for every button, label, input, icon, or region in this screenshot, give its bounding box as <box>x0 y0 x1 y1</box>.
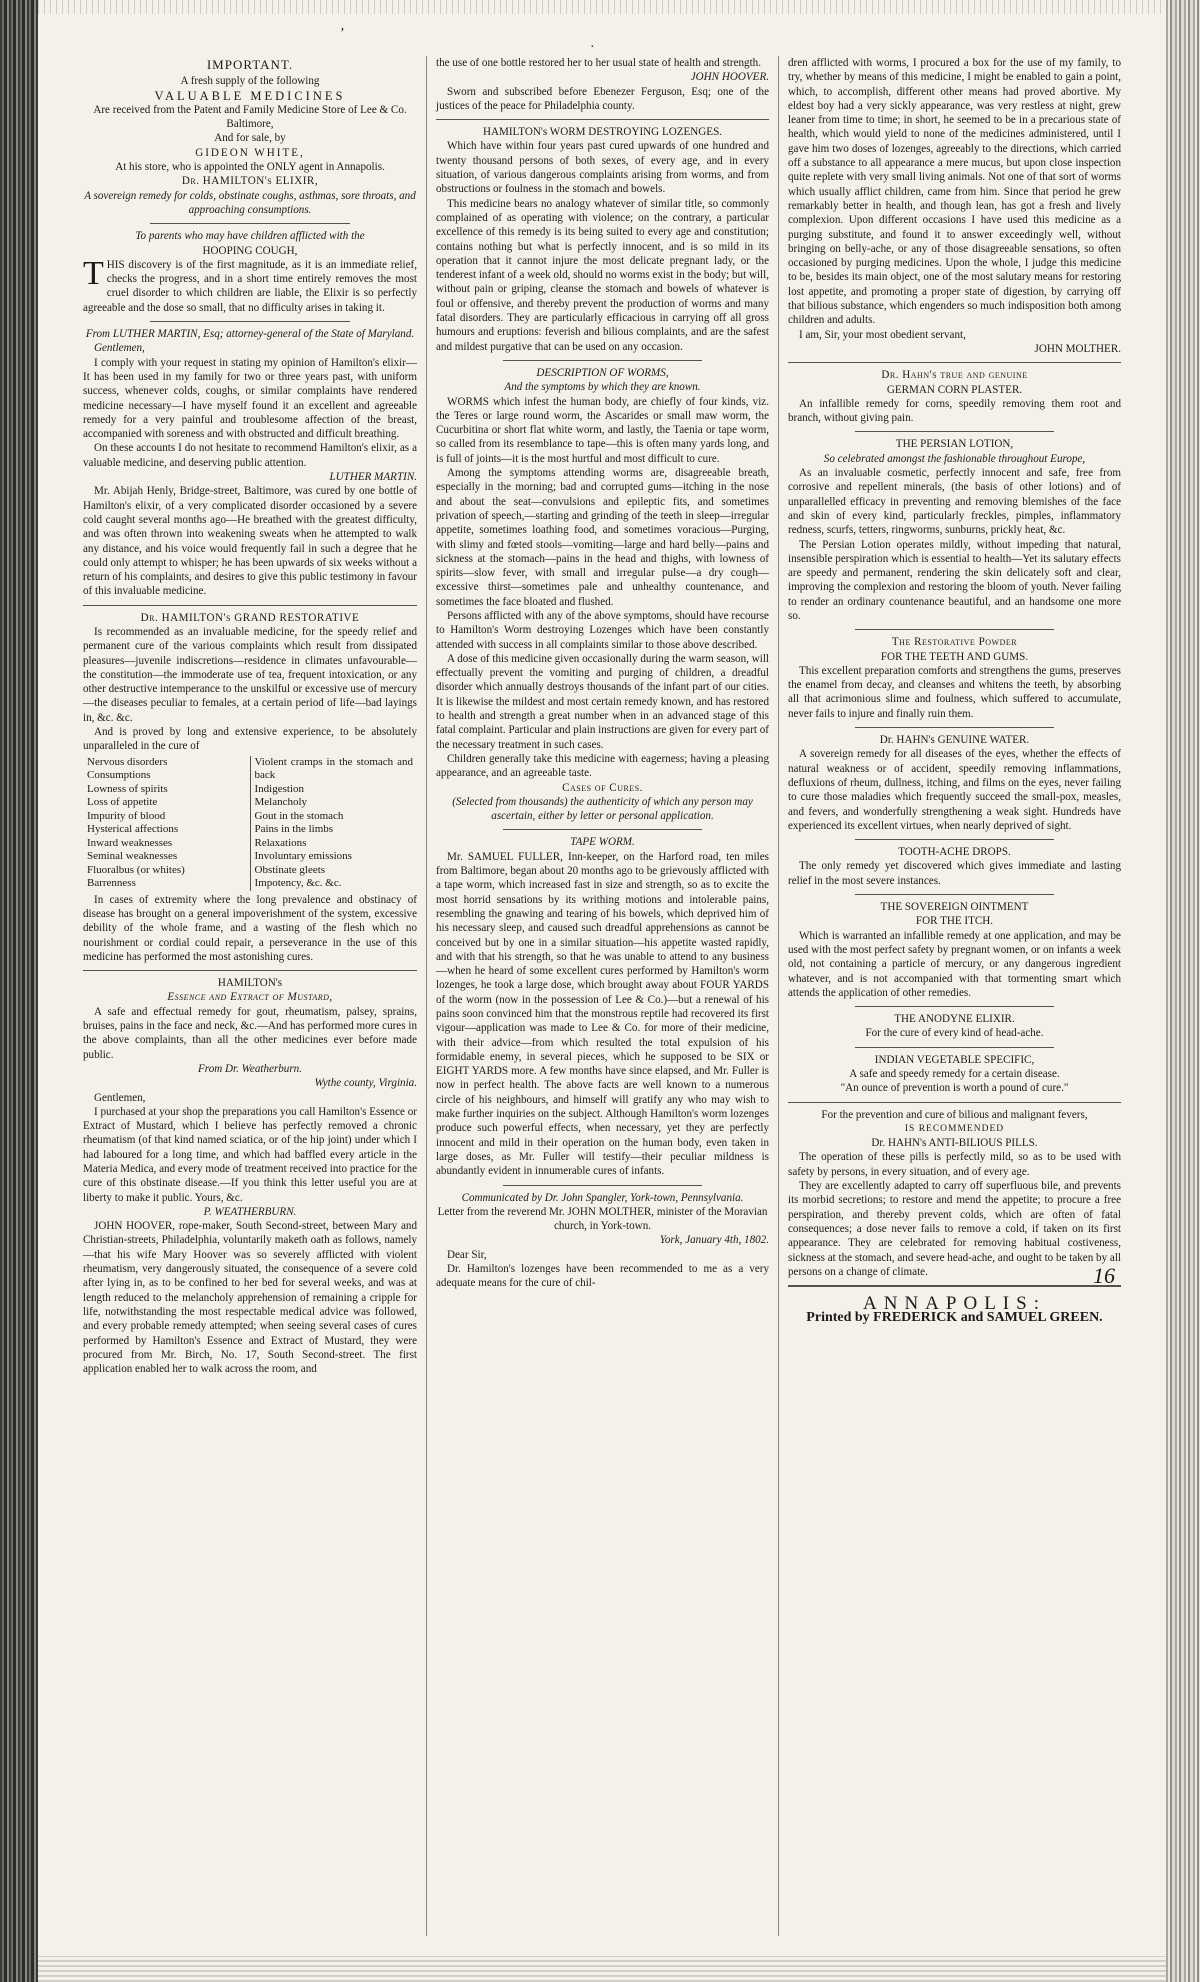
ad-header: VALUABLE MEDICINES <box>154 88 346 103</box>
list-item: Relaxations <box>254 836 307 849</box>
hooping-text <box>83 254 417 315</box>
divider <box>855 894 1055 895</box>
ad-sale: And for sale, by <box>214 132 286 145</box>
ink-mark: ʼ <box>340 26 345 41</box>
powder-title: The Restorative Powder <box>891 636 1018 649</box>
list-item: Fluoralbus (or whites) <box>87 863 185 876</box>
page-right-edge <box>1166 0 1200 1982</box>
ointment-title-2: FOR THE ITCH. <box>915 915 994 928</box>
list-item: Lowness of spirits <box>87 782 168 795</box>
list-item: Nervous disorders <box>87 755 168 768</box>
martin-letter-2: On these accounts I do not hesitate to recommend Hamilton's elixir, as a valuable medicine, and deserving public attention. <box>83 442 417 469</box>
grand-title: Dr. HAMILTON's GRAND RESTORATIVE <box>140 611 360 624</box>
indian-title: INDIAN VEGETABLE SPECIFIC, <box>874 1053 1035 1066</box>
divider <box>788 1285 1121 1287</box>
column-3 <box>778 56 1130 1936</box>
hoover-text: JOHN HOOVER, rope-maker, South Second-street, between Mary and Christian-streets, Philadelphia, voluntarily maketh oath as follows, namely—that his wife Mary Hoover was so severely afflicted with violent rheumatism, very dangerously situated, the consequence of a severe cold after lying in, as to be confined to her bed for several weeks, and was at length reduced to the melancholy apprehension of remaining a cripple for life, notwithstanding the most respectable medical advice was followed, and every probable remedy attempted; when seeing several cases of cures performed by Hamilton's Essence and Extract of Mustard, they were procured from Mr. Birch, No. 17, South Second-street. The first application enabled her to walk across the room, and <box>83 1220 417 1376</box>
pills-text: The operation of these pills is perfectly mild, so as to be used with safety by persons, in every situation, and of every age. <box>788 1151 1121 1178</box>
desc-text-3: Persons afflicted with any of the above symptoms, should have recourse to Hamilton's Worm destroying Lozenges which have been constantly attended with success in all complaints similar to those above described. <box>436 609 769 651</box>
list-item: Impurity of blood <box>87 809 166 822</box>
hoover-signature: JOHN HOOVER. <box>690 71 769 84</box>
desc-text: WORMS which infest the human body, are chiefly of four kinds, viz. the Teres or large round worm, the Ascarides or small maw worm, the Cucurbitina or short flat white worm, and lastly, the Taenia or tape worm, so called from its resemblance to tape—this is often many yards long, and is full of joints—it is the most hurtful and most difficult to cure. <box>436 395 769 465</box>
pills-intro: For the prevention and cure of bilious and malignant fevers, <box>821 1108 1088 1121</box>
divider <box>788 362 1121 363</box>
tape-text: Mr. SAMUEL FULLER, Inn-keeper, on the Harford road, ten miles from Baltimore, began about 20 months ago to be grievously afflicted with a tape worm, which increased fast in size and strength, so as to excite the most horrid sensations by its writhing motions and intolerable pains, resembling the gnawing and tearing of his bowels, which deprived him of his necessary sleep, and caused such dreadful apprehensions as cannot be conceived but by one in a similar situation—his appetite wasted rapidly, and with that his strength, so that he was unable to attend to any business—when he heard of some excellent cures performed by Hamilton's worm lozenges, he took a large dose, which brought away about FOUR YARDS of the worm (now in the possession of Lee & Co.)—but a renewal of his pains soon convinced him that the monstrous reptile had recovered its first vigour—application was made to Lee & Co. for more of their medicine, with their advice—from which resulted the total expulsion of his formidable enemy, in several pieces, which he supposed to be SIX or EIGHT YARDS more. A few months have since elapsed, and Mr. Fuller is now in perfect health. The above facts are well known to a numerous circle of his neighbours, and himself will gratify any who may wish to make further inquiries on the subject. Although Hamilton's worm lozenges produce such powerful effects, when necessary, yet they are perfectly innocent and mild in their operation on the human body, even taken in large doses, as Mr. Fuller will testify—their peculiar mildness is abundantly evident in innumerable cures of infants. <box>436 850 769 1178</box>
lotion-title: THE PERSIAN LOTION, <box>895 438 1014 451</box>
list-item: Barrenness <box>87 877 136 890</box>
indian-text: A safe and speedy remedy for a certain disease. <box>849 1068 1060 1080</box>
list-item: Violent cramps in the stomach and back <box>254 755 413 782</box>
imprint-town: ANNAPOLIS: <box>863 1293 1046 1315</box>
martin-heading: From LUTHER MARTIN, Esq; attorney-general of the State of Maryland. <box>85 328 415 341</box>
corn-title-2: GERMAN CORN PLASTER. <box>886 383 1023 396</box>
list-item: Hysterical affections <box>87 823 179 836</box>
list-item: Obstinate gleets <box>254 863 326 876</box>
hoover-continued: the use of one bottle restored her to her usual state of health and strength. <box>436 57 762 69</box>
elixir-subtitle: A sovereign remedy for colds, obstinate coughs, asthmas, sore throats, and approaching consumptions. <box>84 189 416 216</box>
grand-text: Is recommended as an invaluable medicine, for the speedy relief and permanent cure of the various complaints which result from dissipated pleasures—juvenile indiscretions—residence in climates unfavourable—the constitution—the immoderate use of tea, frequent intoxication, or any other destructive intemperance to the unskilful or excessive use of mercury—the diseases peculiar to females, at a certain period of life—bad layings in, &c. &c. <box>83 625 417 724</box>
pills-title: Dr. HAHN's ANTI-BILIOUS PILLS. <box>871 1137 1038 1150</box>
weather-signature: P. WEATHERBURN. <box>203 1205 297 1218</box>
divider <box>436 119 769 120</box>
divider <box>83 970 417 971</box>
desc-text-4: A dose of this medicine given occasionally during the warm season, will effectually prevent the vomiting and purging of children, a dreadful disorder which annually destroys thousands of the infant part of our cities. It is likewise the mildest and most certain remedy known, and has restored to health and strength a great number when in an advanced stage of this fatal complaint. Particular and plain instructions are given for every part of the necessary treatment in such cases. <box>436 652 769 751</box>
desc-subtitle: And the symptoms by which they are known. <box>504 381 701 394</box>
ointment-text: Which is warranted an infallible remedy at one application, and may be used with the most perfect safety by pregnant women, or on infants a week old, not containing a particle of mercury, or any dangerous ingredient whatever, and is not accompanied with that tormenting smart which attends the application of other remedies. <box>788 929 1121 999</box>
letter-date: York, January 4th, 1802. <box>659 1234 769 1247</box>
sworn-text: Sworn and subscribed before Ebenezer Ferguson, Esq; one of the justices of the peace for Philadelphia county. <box>436 85 769 112</box>
letter-from: Letter from the reverend Mr. JOHN MOLTHER, minister of the Moravian church, in York-town. <box>437 1205 768 1233</box>
list-item: Impotency, &c. &c. <box>254 877 342 890</box>
hooping-title: HOOPING COUGH, <box>202 244 298 257</box>
divider <box>503 360 703 361</box>
martin-letter: I comply with your request in stating my opinion of Hamilton's elixir—It has been used in my family for two or three years past, with uniform success, whenever colds, coughs, or similar complaints have rendered medicine necessary—I have myself found it an excellent and agreeable remedy for a very painful and troublesome affection of the breast, accompanied with soreness and with obstructed and difficult breathing. <box>83 356 417 441</box>
list-item: Loss of appetite <box>87 796 158 809</box>
ink-mark: · <box>590 40 595 55</box>
drop-cap: T <box>83 254 104 292</box>
cases-title: Cases of Cures. <box>562 781 643 794</box>
page-number: 16 <box>1093 1262 1115 1288</box>
anodyne-title: THE ANODYNE ELIXIR. <box>894 1013 1015 1026</box>
corn-title: Dr. Hahn's true and genuine <box>881 369 1028 382</box>
parents-line: To parents who may have children afflicted with the <box>135 230 365 243</box>
ad-subtitle: A fresh supply of the following <box>180 75 320 88</box>
lotion-text: As an invaluable cosmetic, perfectly innocent and safe, free from corrosive and repellent minerals, (the basis of other lotions) and of unparallelled efficacy in preventing and removing blemishes of the face and skin of every kind, particularly freckles, pimples, inflammatory redness, scurfs, tetters, ringworms, sunburns, prickly heat, &c. <box>788 467 1121 537</box>
desc-title: DESCRIPTION OF WORMS, <box>536 366 669 379</box>
divider <box>855 431 1055 432</box>
newspaper-page <box>74 56 1144 1936</box>
cases-subtitle: (Selected from thousands) the authenticity of which any person may ascertain, either by letter or personal application. <box>452 795 753 823</box>
lotion-text-2: The Persian Lotion operates mildly, without impeding that natural, insensible perspiration which is essential to health—Yet its salutary effects are speedy and permanent, rendering the skin delicately soft and clear, improving the complexion and restoring the bloom of youth. Never failing to render an ordinary countenance beautiful, and an handsome one more so. <box>788 538 1121 622</box>
weather-heading: From Dr. Weatherburn. <box>198 1062 302 1075</box>
imprint-printer: Printed by FREDERICK and SAMUEL GREEN. <box>806 1310 1103 1326</box>
grand-text-2: And is proved by long and extensive experience, to be absolutely unparalleled in the cure of <box>83 726 417 753</box>
ailments-left <box>83 756 250 891</box>
tooth-text: The only remedy yet discovered which gives immediate and lasting relief in the most severe instances. <box>788 860 1121 887</box>
letter-continued: dren afflicted with worms, I procured a box for the use of my family, to try, whether by means of this medicine, I might be enabled to gain a point, which, to accomplish, different other means had proved abortive. My eldest boy had a very sickly appearance, was very restless at night, grew leaner from time to time; in short, he seemed to be in a precarious state of health, which would yield to none of the medicines administered, until I gave him two doses of lozenges, agreeably to the directions, which carried off a substance to all appearance a mere mucus, but upon close inspection quite replete with very small living animals. Not one of that sort of worms which usually afflict children, came from him. Since that period he grew remarkably better in health, and though lean, has got a fresh and lively complexion. Upon different occasions I have used this medicine as a purging substitute, and found it to answer exceedingly well, without bringing on belly-ache, or any of those disagreeable sensations, so often occasioned by purging medicines. Upon the whole, I judge this medicine to be, besides its main object, one of the most salutary means for restoring lost appetite, and promoting a proper state of digestion, by carrying off that bilious substance, which engenders so much indisposition both among children and adults. <box>788 57 1121 327</box>
ointment-title: THE SOVEREIGN OINTMENT <box>880 901 1029 914</box>
list-item: Melancholy <box>254 796 308 809</box>
lozenge-text-2: This medicine bears no analogy whatever of similar title, so commonly complained of as operating with violence; on the contrary, a particular excellence of this remedy is its being suited to every age and constitution; contains nothing but what is perfectly innocent, and is so mild in its operation that it cannot injure the most delicate pregnant lady, or the tenderest infant of a week old, should no worms exist in the body; but will, without pain or griping, cleanse the stomach and bowels of whatever is foul or offensive, and thereby prevent the production of worms and many fatal disorders. They are particularly efficacious in carrying off all gross humours and eruptions: feverish and bilious complaints, and are the safest and mildest purgative that can be used on any occasion. <box>436 197 769 353</box>
list-item: Seminal weaknesses <box>87 850 178 863</box>
page-top-edge <box>38 0 1166 14</box>
weather-letter: I purchased at your shop the preparations you call Hamilton's Essence or Extract of Mustard, which I believe has perfectly removed a chronic rheumatism (of that kind named sciatica, or of the hip joint) under which I had laboured for a long time, and which had baffled every article in the Materia Medica, and every mode of treatment received into practice for the cure of this obstinate disease.—If you think this letter useful you are at liberty to make it public. Yours, &c. <box>83 1105 417 1204</box>
water-title: Dr. HAHN's GENUINE WATER. <box>879 734 1030 747</box>
water-text: A sovereign remedy for all diseases of the eyes, whether the effects of natural weakness or of accident, speedily removing inflammations, defluxions of rheum, dullness, itching, and films on the eyes, never failing to cure those maladies which frequently succeed the small-pox, measles, and fevers, and wonderfully strengthening a weak sight. Hundreds have experienced its excellent virtues, when nearly deprived of sight. <box>788 748 1121 832</box>
divider <box>503 829 703 830</box>
list-item: Pains in the limbs <box>254 823 334 836</box>
mustard-title: HAMILTON's <box>217 977 283 990</box>
tape-title: TAPE WORM. <box>570 836 635 849</box>
ad-store: At his store, who is appointed the ONLY agent in Annapolis. <box>115 161 385 174</box>
powder-title-2: FOR THE TEETH AND GUMS. <box>880 650 1029 663</box>
hooping-body: HIS discovery is of the first magnitude, as it is an immediate relief, checks the progress, and in a short time entirely removes the most cruel disorder to which children are liable, the Elixir is so perfectly agreeable and the dose so small, that no difficulty arises in taking it. <box>83 258 417 314</box>
anodyne-text: For the cure of every kind of head-ache. <box>865 1027 1044 1040</box>
closing: I am, Sir, your most obedient servant, <box>799 328 966 341</box>
lotion-subtitle: So celebrated amongst the fashionable throughout Europe, <box>823 452 1086 465</box>
ad-title: IMPORTANT. <box>206 57 294 72</box>
divider <box>855 727 1055 728</box>
indian-text-2: "An ounce of prevention is worth a pound of cure." <box>840 1082 1069 1095</box>
ailments-list <box>83 756 417 891</box>
mustard-subtitle: Essence and Extract of Mustard, <box>167 991 333 1004</box>
page-bottom-edge <box>38 1956 1166 1982</box>
column-2 <box>426 56 778 1936</box>
list-item: Indigestion <box>254 782 304 795</box>
martin-signature: LUTHER MARTIN. <box>329 471 417 484</box>
weather-place: Wythe county, Virginia. <box>314 1077 417 1090</box>
desc-text-5: Children generally take this medicine with eagerness; having a pleasing appearance, and an agreeable taste. <box>436 752 769 780</box>
list-item: Involuntary emissions <box>254 850 352 863</box>
desc-text-2: Among the symptoms attending worms are, disagreeable breath, especially in the morning; bad and corrupted gums—itching in the nose and about the seat—convulsions and epileptic fits, and sometimes privation of speech,—starting and grinding of the teeth in sleep—irregular appetite, sometimes loathing food, and sometimes voracious—Purging, with slimy and fœted stools—vomiting—large and hard belly—pains and sickness at the stomach—pains in the head and thighs, with lowness of spirits—slow fever, with small and irregular pulse—a dry cough—excessive thirst—sometimes pale and unhealthy countenance, and sometimes the face bloated and flushed. <box>436 467 769 608</box>
dear-sir: Dear Sir, <box>447 1248 487 1261</box>
imprint <box>788 1293 1121 1326</box>
list-item: Gout in the stomach <box>254 809 344 822</box>
divider <box>150 223 350 224</box>
ad-seller: GIDEON WHITE, <box>195 146 305 159</box>
divider <box>855 1006 1055 1007</box>
greeting: Gentlemen, <box>94 1091 146 1104</box>
grand-text-3: In cases of extremity where the long prevalence and obstinacy of disease has brought on a general impoverishment of the system, excessive debility of the whole frame, and a wasting of the flesh which no nourishment or cordial could repair, a perseverance in the use of this medicine has performed the most astonishing cures. <box>83 893 417 963</box>
divider <box>150 321 350 322</box>
list-item: Consumptions <box>87 769 151 782</box>
column-1 <box>74 56 426 1936</box>
pills-text-2: They are excellently adapted to carry off superfluous bile, and prevents its morbid secretions; to restore and mend the appetite; to procure a free perspiration, and thereby prevent colds, which are often of fatal consequences; a dose never fails to remove a cold, if taken on its first appearance. They are celebrated for removing habitual costiveness, sickness at the stomach, and severe head-ache, and ought to be taken by all persons on a change of climate. <box>788 1180 1122 1278</box>
tooth-title: TOOTH-ACHE DROPS. <box>898 846 1011 859</box>
pills-rec: IS RECOMMENDED <box>904 1123 1005 1134</box>
mustard-text: A safe and effectual remedy for gout, rheumatism, palsey, sprains, bruises, pains in the face and neck, &c.—And has performed more cures in the above complaints, than all the other medicines ever before made public. <box>83 1005 417 1061</box>
divider <box>855 629 1055 630</box>
divider <box>855 839 1055 840</box>
lozenge-text: Which have within four years past cured upwards of one hundred and twenty thousand persons of both sexes, of every age, and in every situation, of various dangerous complaints arising from worms, and from obstructions or foulness in the stomach and bowels. <box>436 140 769 196</box>
list-item: Inward weaknesses <box>87 836 173 849</box>
ad-received: Are received from the Patent and Family Medicine Store of Lee & Co. Baltimore, <box>93 103 407 131</box>
henly-text: Mr. Abijah Henly, Bridge-street, Baltimore, was cured by one bottle of Hamilton's elixir, of a very complicated disorder occasioned by a severe cold caught several months ago—He breathed with the greatest difficulty, and was often thrown into weakening sweats when he attempted to walk any distance, and his voice would frequently fail in such a degree that he could only attempt to whisper; he has been upwards of six weeks without a return of his complaints, and desires to give this public testimony in favour of this invaluable medicine. <box>83 485 417 598</box>
letter-text: Dr. Hamilton's lozenges have been recommended to me as a very adequate means for the cure of chil- <box>436 1263 769 1290</box>
binding-edge <box>0 0 38 1982</box>
communicated-line: Communicated by Dr. John Spangler, York-town, Pennsylvania. <box>461 1191 744 1204</box>
elixir-title: Dr. HAMILTON's ELIXIR, <box>181 175 319 188</box>
corn-text: An infallible remedy for corns, speedily removing them root and branch, without giving pain. <box>788 397 1121 425</box>
ailments-right <box>250 756 418 891</box>
powder-text: This excellent preparation comforts and strengthens the gums, preserves the enamel from decay, and cleanses and whitens the teeth, by absorbing all that acrimonious slime and foulness, which suffered to accumulate, never fails to injure and finally ruin them. <box>788 664 1121 720</box>
greeting: Gentlemen, <box>94 342 145 355</box>
lozenge-title: HAMILTON's WORM DESTROYING LOZENGES. <box>482 126 723 139</box>
molther-signature: JOHN MOLTHER. <box>1034 342 1121 355</box>
divider <box>503 1185 703 1186</box>
divider <box>855 1047 1055 1048</box>
divider <box>788 1102 1121 1103</box>
divider <box>83 605 417 606</box>
